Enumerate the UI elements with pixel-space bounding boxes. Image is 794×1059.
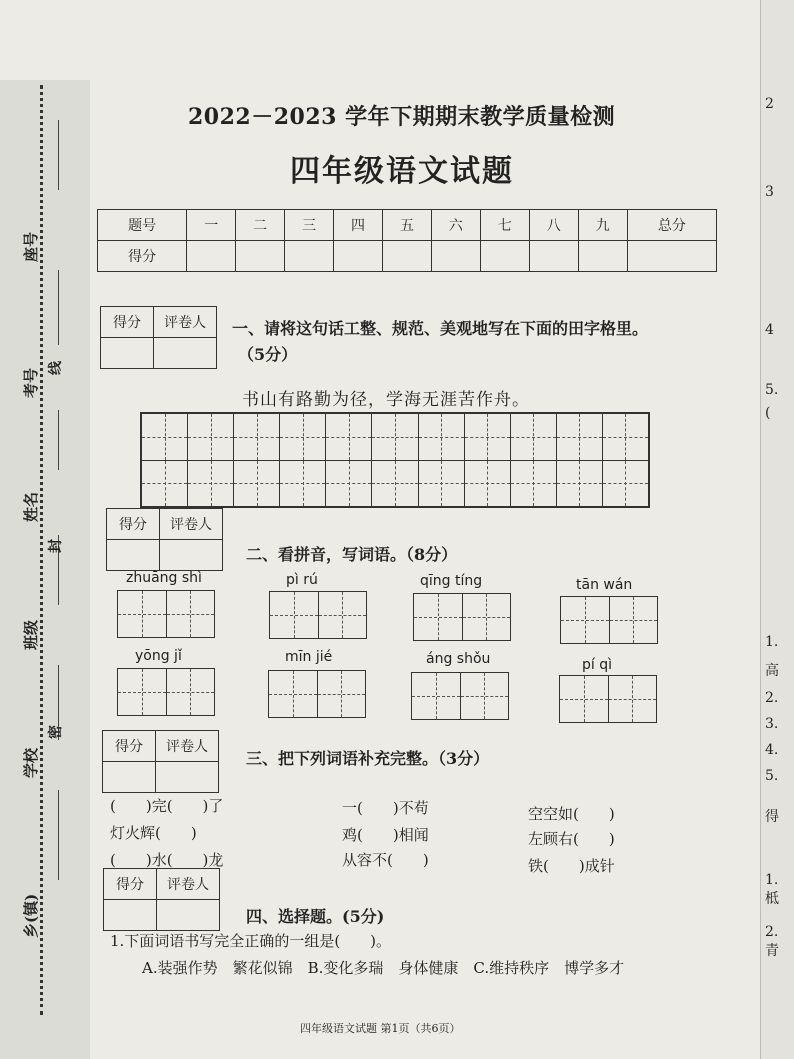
tianzige-cell[interactable] xyxy=(326,461,372,507)
word-answer-box[interactable] xyxy=(413,593,511,641)
tianzige-cell[interactable] xyxy=(419,461,465,507)
score-cell[interactable] xyxy=(578,241,627,272)
tianzige-cell[interactable] xyxy=(234,461,280,507)
school-label: 学校 xyxy=(22,747,40,778)
tianzige-cell[interactable] xyxy=(557,461,603,507)
section-3-title: 三、把下列词语补充完整。（3分） xyxy=(246,749,490,768)
exam-number-line xyxy=(58,270,59,345)
pinyin-label: mīn jié xyxy=(285,649,333,665)
column-header: 五 xyxy=(383,210,432,241)
pinyin-label: qīng tíng xyxy=(420,573,483,589)
grader-entry[interactable] xyxy=(156,762,219,793)
pinyin-label: pí qì xyxy=(582,657,613,673)
grader-box-3: 得分 评卷人 xyxy=(102,730,219,793)
score-cell[interactable] xyxy=(627,241,716,272)
tianzige-cell[interactable] xyxy=(372,461,418,507)
tianzige-grid[interactable] xyxy=(140,412,650,508)
row-label: 题号 xyxy=(98,210,187,241)
seal-mark-line: 线 xyxy=(48,361,64,375)
idiom-blank[interactable]: 左顾右( ) xyxy=(528,830,615,848)
section-1-title: 一、请将这句话工整、规范、美观地写在下面的田字格里。 xyxy=(232,319,649,338)
score-table xyxy=(97,209,717,272)
score-entry[interactable] xyxy=(107,540,160,571)
tianzige-cell[interactable] xyxy=(465,461,511,507)
section-4-title: 四、选择题。(5分) xyxy=(246,907,385,926)
column-header: 六 xyxy=(431,210,480,241)
class-label: 班级 xyxy=(22,619,40,650)
tianzige-row xyxy=(142,414,648,461)
grader-entry[interactable] xyxy=(157,900,220,931)
score-entry[interactable] xyxy=(104,900,157,931)
tianzige-cell[interactable] xyxy=(326,414,372,460)
word-answer-box[interactable] xyxy=(268,670,366,718)
seal-mark-secret: 密 xyxy=(48,725,64,739)
tianzige-cell[interactable] xyxy=(603,414,648,460)
score-entry[interactable] xyxy=(101,338,154,369)
next-page-edge: 2 3 4 5. ( 1. 高 2. 3. 4. 5. 得 1. 柢 2. 青 xyxy=(760,0,794,1059)
idiom-blank[interactable]: 铁( )成针 xyxy=(528,857,615,875)
tianzige-cell[interactable] xyxy=(419,414,465,460)
pinyin-label: áng shǒu xyxy=(426,651,491,667)
score-cell[interactable] xyxy=(334,241,383,272)
grader-box-4: 得分 评卷人 xyxy=(103,868,220,931)
tianzige-cell[interactable] xyxy=(188,461,234,507)
idiom-blank[interactable]: 一( )不苟 xyxy=(342,799,429,817)
township-line xyxy=(58,790,59,880)
question-1-options[interactable]: A.装强作势 繁花似锦 B.变化多瑞 身体健康 C.维持秩序 博学多才 xyxy=(142,959,625,977)
tianzige-cell[interactable] xyxy=(511,414,557,460)
seal-mark-seal: 封 xyxy=(48,539,64,553)
column-header: 七 xyxy=(480,210,529,241)
grader-box-2: 得分 评卷人 xyxy=(106,508,223,571)
tianzige-cell[interactable] xyxy=(603,461,648,507)
column-header: 一 xyxy=(187,210,236,241)
column-header: 二 xyxy=(236,210,285,241)
township-label: 乡(镇) xyxy=(22,893,40,938)
pinyin-label: zhuāng shì xyxy=(126,570,202,586)
tianzige-cell[interactable] xyxy=(188,414,234,460)
section-1-points: （5分） xyxy=(238,345,298,364)
pinyin-label: yōng jǐ xyxy=(135,648,182,664)
idiom-blank[interactable]: 鸡( )相闻 xyxy=(342,826,429,844)
score-cell[interactable] xyxy=(236,241,285,272)
idiom-blank[interactable]: ( )水( )龙 xyxy=(110,851,224,869)
exam-subtitle: 四年级语文试题 xyxy=(290,154,514,189)
tianzige-cell[interactable] xyxy=(511,461,557,507)
grader-entry[interactable] xyxy=(154,338,217,369)
section-2-title: 二、看拼音，写词语。（8分） xyxy=(246,545,458,564)
seat-number-line xyxy=(58,120,59,190)
word-answer-box[interactable] xyxy=(559,675,657,723)
pinyin-label: pì rú xyxy=(286,572,318,588)
binding-strip xyxy=(0,80,90,1059)
grader-entry[interactable] xyxy=(160,540,223,571)
grader-box-1: 得分 评卷人 xyxy=(100,306,217,369)
pinyin-label: tān wán xyxy=(576,577,633,593)
tianzige-cell[interactable] xyxy=(372,414,418,460)
question-1: 1.下面词语书写完全正确的一组是( )。 xyxy=(110,932,392,950)
idiom-blank[interactable]: ( )完( )了 xyxy=(110,797,224,815)
binding-dotted-line xyxy=(40,85,43,1015)
tianzige-cell[interactable] xyxy=(234,414,280,460)
name-label: 姓名 xyxy=(22,491,40,522)
exam-number-label: 考号 xyxy=(22,367,40,398)
page-footer: 四年级语文试题 第1页（共6页） xyxy=(300,1022,461,1035)
exam-title: 2022－2023 学年下期期末教学质量检测 xyxy=(188,104,616,130)
seat-number-label: 座号 xyxy=(22,231,40,262)
tianzige-row xyxy=(142,461,648,507)
score-cell[interactable] xyxy=(431,241,480,272)
word-answer-box[interactable] xyxy=(560,596,658,644)
tianzige-cell[interactable] xyxy=(280,414,326,460)
tianzige-cell[interactable] xyxy=(465,414,511,460)
idiom-blank[interactable]: 灯火辉( ) xyxy=(110,824,197,842)
tianzige-cell[interactable] xyxy=(142,461,188,507)
tianzige-cell[interactable] xyxy=(280,461,326,507)
column-header: 八 xyxy=(529,210,578,241)
score-cell[interactable] xyxy=(529,241,578,272)
tianzige-cell[interactable] xyxy=(142,414,188,460)
score-entry[interactable] xyxy=(103,762,156,793)
column-header: 四 xyxy=(334,210,383,241)
idiom-blank[interactable]: 从容不( ) xyxy=(342,851,429,869)
name-line xyxy=(58,410,59,470)
score-cell[interactable] xyxy=(480,241,529,272)
row-label: 得分 xyxy=(98,241,187,272)
column-header: 总分 xyxy=(627,210,716,241)
word-answer-box[interactable] xyxy=(269,591,367,639)
word-answer-box[interactable] xyxy=(411,672,509,720)
word-answer-box[interactable] xyxy=(117,590,215,638)
word-answer-box[interactable] xyxy=(117,668,215,716)
score-cell[interactable] xyxy=(187,241,236,272)
column-header: 三 xyxy=(285,210,334,241)
score-cell[interactable] xyxy=(285,241,334,272)
copy-sentence: 书山有路勤为径，学海无涯苦作舟。 xyxy=(242,390,530,410)
question-number-row xyxy=(98,210,717,241)
idiom-blank[interactable]: 空空如( ) xyxy=(528,805,615,823)
column-header: 九 xyxy=(578,210,627,241)
tianzige-cell[interactable] xyxy=(557,414,603,460)
score-row xyxy=(98,241,717,272)
score-cell[interactable] xyxy=(383,241,432,272)
